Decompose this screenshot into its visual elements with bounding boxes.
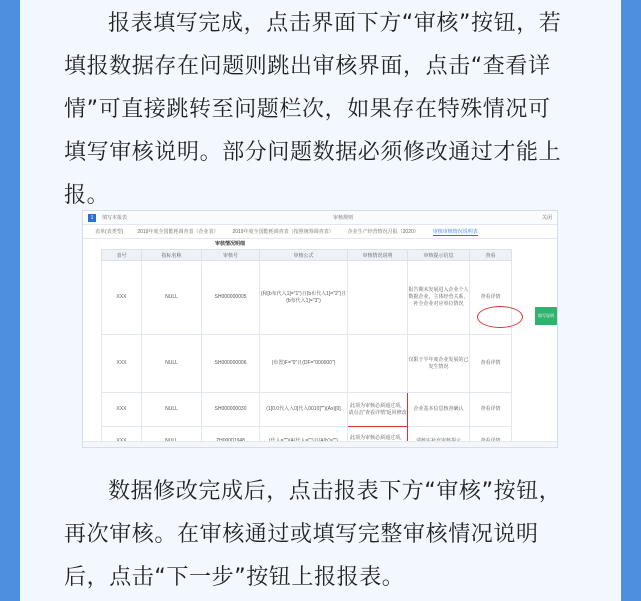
table-row <box>102 335 512 393</box>
tab-1[interactable]: 2019年度全国能耗调查表（企业表） <box>137 229 219 235</box>
screenshot-header <box>83 211 557 225</box>
col-header: 表号 <box>102 250 142 261</box>
section-title: 审核情况明细 <box>215 241 246 247</box>
tab-3[interactable]: 企业生产经营情况月报（2020） <box>347 229 419 235</box>
cell: 报告期末发展进入企业个人数据企业，主体经营关系，补全企业对应单位情况 <box>408 261 470 335</box>
col-header: 审核情况说明 <box>348 250 408 261</box>
tab-bar <box>83 225 557 239</box>
col-header: 查看 <box>470 250 512 261</box>
col-header: 审核公式 <box>260 250 348 261</box>
tab-0[interactable]: 表单(表类型) <box>95 229 124 235</box>
cell: (1[0.0代入入0]代入0010]"")(Ax)[0] <box>260 393 348 427</box>
cell: NULL <box>142 335 202 393</box>
col-header: 指标名称 <box>142 250 202 261</box>
audit-screenshot <box>82 210 558 448</box>
tab-4[interactable]: 审核审核情况说明表 <box>432 228 478 235</box>
app-title: 填写本报表 <box>102 215 128 221</box>
paragraph-intro: 报表填写完成，点击界面下方“审核”按钮，若填报数据存在问题则跳出审核界面，点击“查看详情”可直接跳转至问题栏次，如果存在特殊情况可填写审核说明。部分问题数据必须修改通过才能上报。 <box>64 11 562 208</box>
close-button[interactable]: 关闭 <box>541 215 552 221</box>
cell: SH000000006 <box>202 335 260 393</box>
view-details-link[interactable]: 查看详情 <box>470 393 512 427</box>
tab-2[interactable]: 2019年度全国能耗调查表（按照统筹调查表） <box>232 229 334 235</box>
cell: XXX <box>102 393 142 427</box>
cell: SH000000005 <box>202 261 260 335</box>
view-details-link[interactable]: 查看详情 <box>470 335 512 393</box>
view-details-link[interactable]: 查看详情 <box>470 261 512 335</box>
cell: XXX <box>102 261 142 335</box>
col-header: 审核提示信息 <box>408 250 470 261</box>
cell: XXX <box>102 335 142 393</box>
audit-note-required[interactable]: 此项为审核必须通过项， <box>348 427 408 449</box>
table-row <box>102 393 512 427</box>
cell: NULL <box>142 393 202 427</box>
table-row <box>102 261 512 335</box>
audit-note-required[interactable]: 此项为审核必须通过项，请点击“查看详情”返回修改 <box>348 393 408 427</box>
cell: SH000000030 <box>202 393 260 427</box>
audit-table <box>101 249 512 448</box>
cell[interactable] <box>348 335 408 393</box>
app-logo-icon: 1 <box>88 214 96 222</box>
cell: (布置)F="0"且(DF="000000") <box>260 335 348 393</box>
cell: (和[b布代入1]="1")且(b布代入1]="2")且(b布代入1]="3") <box>260 261 348 335</box>
table-header-row <box>102 250 512 261</box>
fill-instructions-button[interactable]: 填写说明 <box>535 307 557 325</box>
col-header: 审核号 <box>202 250 260 261</box>
audit-rules-label[interactable]: 审核规则 <box>333 215 354 221</box>
cell: NULL <box>142 261 202 335</box>
highlight-oval-annotation <box>477 306 523 328</box>
cell: 企业基本信息核查确认 <box>408 393 470 427</box>
paragraph-resubmit: 数据修改完成后，点击报表下方“审核”按钮，再次审核。在审核通过或填写完整审核情况说明后，点击“下一步”按钮上报报表。 <box>64 479 562 590</box>
cell: 仅限于半年度企业发展的已发生情况 <box>408 335 470 393</box>
cell[interactable] <box>348 261 408 335</box>
screenshot-footer <box>83 441 557 447</box>
